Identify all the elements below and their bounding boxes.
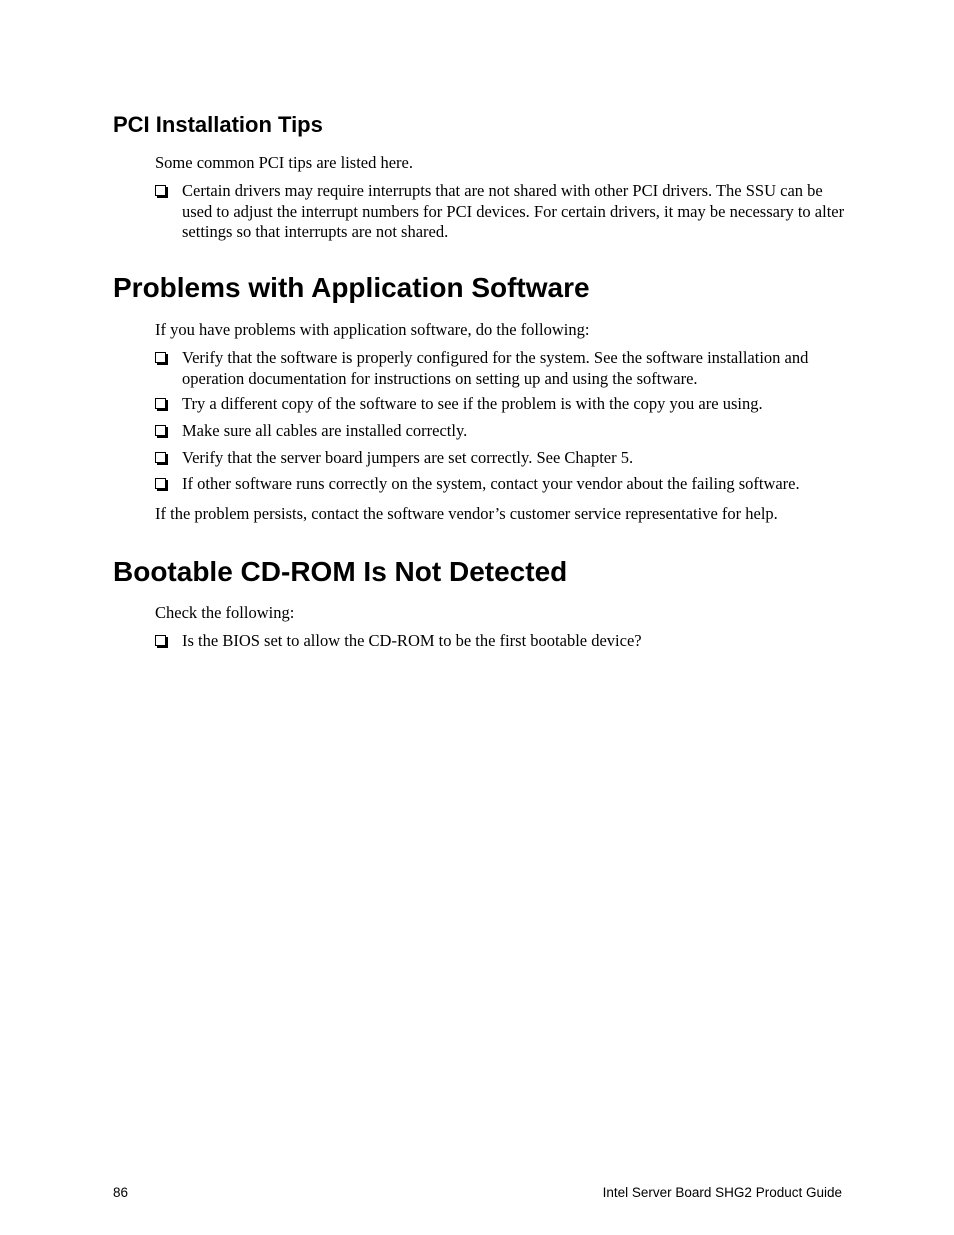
section-intro: If you have problems with application software, do the following: xyxy=(155,320,590,339)
checkbox-bullet-icon xyxy=(155,452,166,463)
checkbox-bullet-icon xyxy=(155,425,166,436)
checkbox-bullet-icon xyxy=(155,185,166,196)
section-heading-application-software: Problems with Application Software xyxy=(113,272,590,303)
checkbox-bullet-icon xyxy=(155,635,166,646)
list-item-text: Try a different copy of the software to see if the problem is with the copy you are using. xyxy=(182,394,763,413)
list-item xyxy=(155,474,845,495)
list-item xyxy=(155,448,845,469)
checkbox-bullet-icon xyxy=(155,398,166,409)
checkbox-bullet-icon xyxy=(155,478,166,489)
section-intro: Check the following: xyxy=(155,603,295,622)
section-heading-pci-tips: PCI Installation Tips xyxy=(113,112,323,137)
list-item xyxy=(155,631,845,652)
section-heading-bootable-cdrom: Bootable CD-ROM Is Not Detected xyxy=(113,556,568,587)
footer-document-title: Intel Server Board SHG2 Product Guide xyxy=(602,1185,842,1200)
list-item xyxy=(155,394,845,415)
list-item-text: Verify that the software is properly configured for the system. See the software installation and operation documentation for instructions on setting up and using the software. xyxy=(182,348,809,388)
list-item-text: Certain drivers may require interrupts that are not shared with other PCI drivers. The SSU can be used to adjust the interrupt numbers for PCI devices. For certain drivers, it may be necessary to alter settings so that interrupts are not shared. xyxy=(182,181,845,241)
list-item-text: Is the BIOS set to allow the CD-ROM to be the first bootable device? xyxy=(182,631,642,650)
section-outro: If the problem persists, contact the software vendor’s customer service representative for help. xyxy=(155,504,778,523)
section-intro: Some common PCI tips are listed here. xyxy=(155,153,413,172)
list-item-text: If other software runs correctly on the system, contact your vendor about the failing software. xyxy=(182,474,800,493)
page-number: 86 xyxy=(113,1185,129,1200)
list-item xyxy=(155,181,845,243)
list-item xyxy=(155,421,845,442)
list-item-text: Make sure all cables are installed correctly. xyxy=(182,421,468,440)
checkbox-bullet-icon xyxy=(155,352,166,363)
list-item xyxy=(155,348,845,389)
list-item-text: Verify that the server board jumpers are set correctly. See Chapter 5. xyxy=(182,448,634,467)
